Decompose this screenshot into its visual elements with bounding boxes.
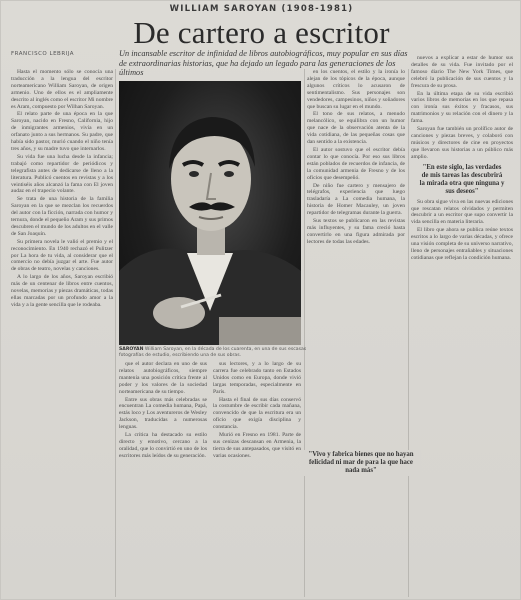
caption-text: William Saroyan, en la década de los cuarenta, en una de sus escasas fotografías de estudio, escribiendo una de sus obras. xyxy=(119,347,307,358)
caption-label: SAROYAN xyxy=(119,347,144,352)
paragraph: Entre sus obras más celebradas se encuentran La comedia humana, Papá, estás loco y Los aventureros de Wesley Jackson, traducidas a numerosas lenguas. xyxy=(119,396,207,431)
article-byline: FRANCISCO LEBRIJA xyxy=(11,51,75,57)
paragraph: A lo largo de los años, Saroyan escribió más de un centenar de libros entre cuentos, novelas, memorias y piezas dramáticas, todas ellas marcadas por un profundo amor a la vida y a la gente sencilla que le rodeaba. xyxy=(11,274,113,308)
column-rule xyxy=(408,69,409,597)
paragraph: nuevos a explicar a estar de humor sus detalles de su vida. Fue invitado por el famoso diario The New York Times, que celebró la publicación de sus cuentos y la frescura de su prosa. xyxy=(411,55,513,89)
article-column-2 xyxy=(119,361,207,597)
column-rule xyxy=(115,69,116,597)
article-kicker: WILLIAM SAROYAN (1908-1981) xyxy=(169,4,354,14)
pull-quote: "Vivo y fabrica bienes que no hayan felicidad ni mar de para la que hace nada más" xyxy=(301,450,421,476)
paragraph: Hasta el momento sólo se conocía una traducción a la lengua del escritor norteamericano William Saroyan, de origen armenio. Uno de ellos es el ampliamente descrito al inglés como el escritor Mi nombre es Aram, compuesto por Wilhan Saroyan. xyxy=(11,69,113,110)
paragraph: Murió en Fresno en 1981. Parte de sus cenizas descansan en Armenia, la tierra de sus antepasados, que visitó en varias ocasiones. xyxy=(213,432,301,459)
paragraph: sus lectores, y a lo largo de su carrera fue celebrado tanto en Estados Unidos como en Europa, donde vivió largas temporadas, especialmente en París. xyxy=(213,361,301,395)
article-deck: Un incansable escritor de infinidad de libros autobiográficos, muy popular en sus días de extraordinarias historias, que ha dejado un legado para las generaciones de los últimos xyxy=(119,49,408,78)
paragraph: El relato parte de una época en la que Saroyan, nacido en Fresno, California, hijo de inmigrantes armenios, vivía en un orfanato junto a sus hermanos. Su padre, que había sido pastor, murió cuando el niño tenía tres años, y su madre tuvo que internarlos. xyxy=(11,111,113,152)
paragraph: Su primera novela le valió el premio y el reconocimiento. En 1940 rechazó el Pulitzer por La hora de tu vida, al considerar que el comercio no debía juzgar el arte. Fue autor de obras de teatro, novelas y canciones. xyxy=(11,238,113,273)
author-photo xyxy=(119,81,301,345)
paragraph: En la última etapa de su vida escribió varios libros de memorias en los que repasa con ironía sus éxitos y fracasos, sus matrimonios y su relación con el dinero y la fama. xyxy=(411,90,513,125)
paragraph: Se trata de una historia de la familia Saroyan en la que se mezclan los recuerdos del autor con la ficción, narrada con humor y ternura, donde el pequeño Aram y sus primos descubren el mundo de los adultos en el valle de San Joaquín. xyxy=(11,196,113,237)
paragraph: Sus textos se publicaron en las revistas más influyentes, y su fama creció hasta convertirlo en una figura admirada por lectores de todas las edades. xyxy=(307,218,405,245)
paragraph: El tono de sus relatos, a menudo melancólico, se equilibra con un humor que nace de la observación atenta de la vida cotidiana, de las pequeñas cosas que dan sentido a la existencia. xyxy=(307,111,405,146)
article-column-4 xyxy=(307,69,405,597)
paragraph: La crítica ha destacado su estilo directo y emotivo, cercano a la oralidad, que lo convirtió en uno de los escritores más leídos de su generación. xyxy=(119,432,207,459)
article-column-3 xyxy=(213,361,301,597)
paragraph: El autor sostuvo que el escritor debía contar lo que conocía. Por eso sus libros están poblados de recuerdos de infancia, de la comunidad armenia de Fresno y de los oficios que desempeñó. xyxy=(307,146,405,181)
paragraph: Hasta el final de sus días conservó la costumbre de escribir cada mañana, convencido de que la escritura era un oficio que exigía disciplina y constancia. xyxy=(213,396,301,431)
article-column-5 xyxy=(411,55,513,597)
paragraph: en los cuentos, el estilo y la ironía lo alejan de los tópicos de la época, aunque algunos críticos lo acusaron de sentimentalismo. Sus personajes son vendedores, campesinos, niños y soñadores que buscan su lugar en el mundo. xyxy=(307,69,405,110)
portrait-illustration xyxy=(119,81,301,345)
mid-quote: "En este siglo, las verdades de mis tareas las descubrirá la mirada otra que ninguna y sus deseos" xyxy=(419,163,505,195)
paragraph: De niño fue cartero y mensajero de telégrafos, experiencia que luego trasladaría a La comedia humana, la historia de Homer Macauley, un joven repartidor de telegramas durante la guerra. xyxy=(307,182,405,217)
article-headline: De cartero a escritor xyxy=(133,15,390,50)
column-rule xyxy=(304,69,305,597)
paragraph: Su obra sigue viva en las nuevas ediciones que rescatan relatos olvidados y permiten descubrir a un escritor que supo convertir la vida sencilla en materia literaria. xyxy=(411,198,513,226)
paragraph: que el autor declara en uno de sus relatos autobiográficos, siempre mantenía una posición crítica frente al poder y los valores de la sociedad norteamericana de su tiempo. xyxy=(119,361,207,395)
paragraph: Su vida fue una lucha desde la infancia; trabajó como repartidor de periódicos y telegrafista antes de dedicarse de lleno a la literatura. Publicó cuentos en revistas y a los veintiséis años alcanzó la fama con El joven audaz en el trapecio volante. xyxy=(11,153,113,195)
paragraph: El libro que ahora se publica reúne textos escritos a lo largo de varias décadas, y ofrece una visión completa de su universo narrativo, lleno de personajes entrañables y situaciones cotidianas que reflejan la condición humana. xyxy=(411,227,513,261)
article-column-1 xyxy=(11,69,113,597)
photo-caption xyxy=(119,347,307,358)
paragraph: Saroyan fue también un prolífico autor de canciones y piezas breves, y colaboró con músicos y directores de cine en proyectos que llevaron sus historias a un público más amplio. xyxy=(411,126,513,160)
